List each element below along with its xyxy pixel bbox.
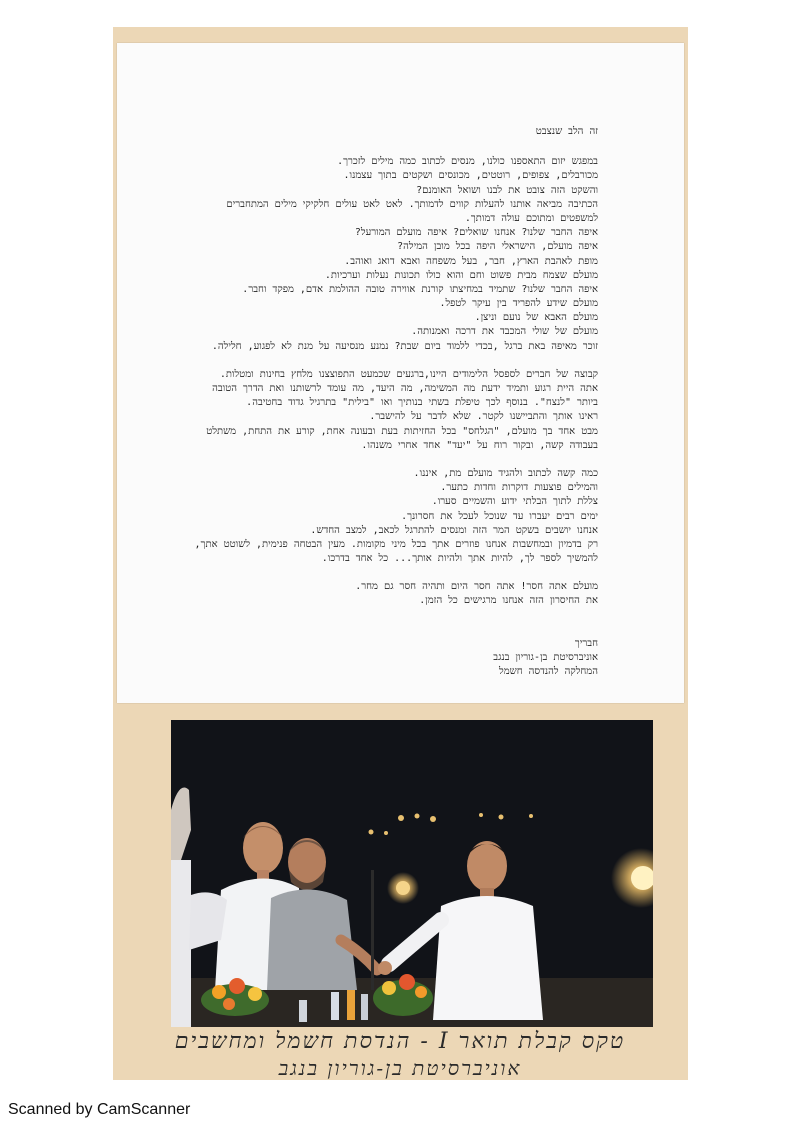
letter-line: מבט אחד בך מועלם, "הגלחס" בכל החזיתות בעת ובעונה אחת, קורע את התחת, משתלט: [206, 425, 598, 437]
letter-line: ראינו אותך והתביישנו לקטר. שלא לדבר על להישבר.: [369, 411, 598, 423]
paragraph-1: [128, 155, 598, 354]
letter-line: איפה החבר שלנו? אנחנו שואלים? איפה מועלם המורעל?: [354, 227, 598, 239]
signature-line: אוניברסיטת בן-גוריון בנגב: [493, 651, 598, 663]
letter-line: איפה החבר שלנו? שתמיד במחיצתו קורנת אווירה טובה ההולמת אדם, מפקד וחבר.: [242, 283, 598, 295]
letter-line: כמה קשה לכתוב ולהגיד מועלם מת, איננו.: [413, 467, 598, 479]
letter-line: איפה מועלם, הישראלי היפה בכל מובן המילה?: [397, 241, 598, 253]
letter-line: קבוצה של חברים לספסל הלימודים היינו,ברגעים שכמעט התפוצצנו מלחץ בחינות ומטלות.: [219, 368, 598, 380]
paragraph-2: [128, 368, 598, 453]
letter-line: את החיסרון הזה אנחנו מרגישים כל הזמן.: [419, 595, 598, 607]
letter-line: רק בדמיון ובמחשבות אנחנו פוזרים אתך בכל מיני מקומות. מעין הבטחה פנימית, לשוטט אתך,: [194, 538, 598, 550]
letter-line: מועלם של שולי המכבד את דרכה ואמנותה.: [411, 326, 598, 338]
letter-line: להמשיך לספר לך, להיות אתך ולהיות אותך... כל אחד בדרכו.: [321, 553, 598, 565]
letter-line: למשפטים ומתוכם עולה דמותך.: [464, 212, 598, 224]
letter-heading: זה הלב שנצבט: [535, 126, 598, 137]
letter-line: מועלם שצמח מבית פשוט וחם והוא כולו תכונות נעלות וערכיות.: [324, 269, 598, 281]
signature-line: חבריך: [574, 637, 598, 649]
photo-caption-line-1: טקס קבלת תואר I - הנדסת חשמל ומחשבים: [174, 1029, 626, 1054]
letter-line: מועלם האבא של נועם וניצן.: [474, 312, 598, 324]
letter-line: זוכר מאיפה באת ברגל ,בכדי ללמוד ביום שבת? נמנע מנסיעה על מנת לא לפגוע, חלילה.: [211, 340, 598, 352]
letter-line: ימים רבים יעברו עד שנוכל לעכל את חסרונך.: [401, 510, 598, 522]
ceremony-photo: [171, 720, 653, 1027]
memorial-letter: [117, 43, 684, 703]
signature-line: המחלקה להנדסה חשמל: [499, 666, 598, 677]
letter-line: צללת לתוך הבלתי ידוע והשמיים סערו.: [431, 496, 598, 508]
letter-line: מופת לאהבת הארץ, חבר, בעל משפחה ואבא דואג ואוהב.: [344, 255, 598, 267]
letter-body: [128, 125, 598, 679]
photo-caption-line-2: אוניברסיטת בן-גוריון בנגב: [278, 1056, 522, 1080]
scanner-watermark: Scanned by CamScanner: [8, 1101, 191, 1118]
paragraph-3: [128, 467, 598, 566]
letter-signature: [128, 637, 598, 680]
letter-line: בעבודה קשה, ובקור רוח על "יעד" אחד אחרי משנהו.: [361, 439, 598, 451]
letter-line: והמילים פוצעות דוקרות וחדות כתער.: [440, 482, 598, 494]
paragraph-4: [128, 580, 598, 608]
letter-line: אתה היית רגוע ותמיד ידעת מה המשימה, מה היעד, מה עומד לרשותנו ואת הדרך הטובה: [212, 383, 598, 394]
letter-line: במפגש יזום התאספנו כולנו, מנסים לכתוב כמה מילים לזכרך.: [337, 156, 598, 168]
letter-line: מועלם אתה חסר! אתה חסר היום ותהיה חסר גם מחר.: [355, 581, 598, 593]
letter-line: הכתיבה מביאה אותנו להעלות קווים לדמותך. לאט לאט עולים חלקיקי מילים המתחברים: [226, 198, 598, 210]
letter-line: מכורבלים, צפופים, רוטטים, מכונסים ושקטים בתוך עצמנו.: [343, 170, 598, 182]
letter-line: אנחנו יושבים בשקט המר הזה ומנסים להתרגל לכאב, למצב החדש.: [310, 524, 598, 536]
letter-line: ביותר "לנצח". בנוסף לכך טיפלת בשתי בנותיך ואו "בילית" בתרגיל גדוד בחטיבה.: [246, 397, 598, 409]
letter-line: והשקט הזה צובט את לבנו ושואל האומנם?: [416, 184, 598, 196]
letter-line: מועלם שידע להפריד בין עיקר לטפל.: [439, 298, 598, 310]
